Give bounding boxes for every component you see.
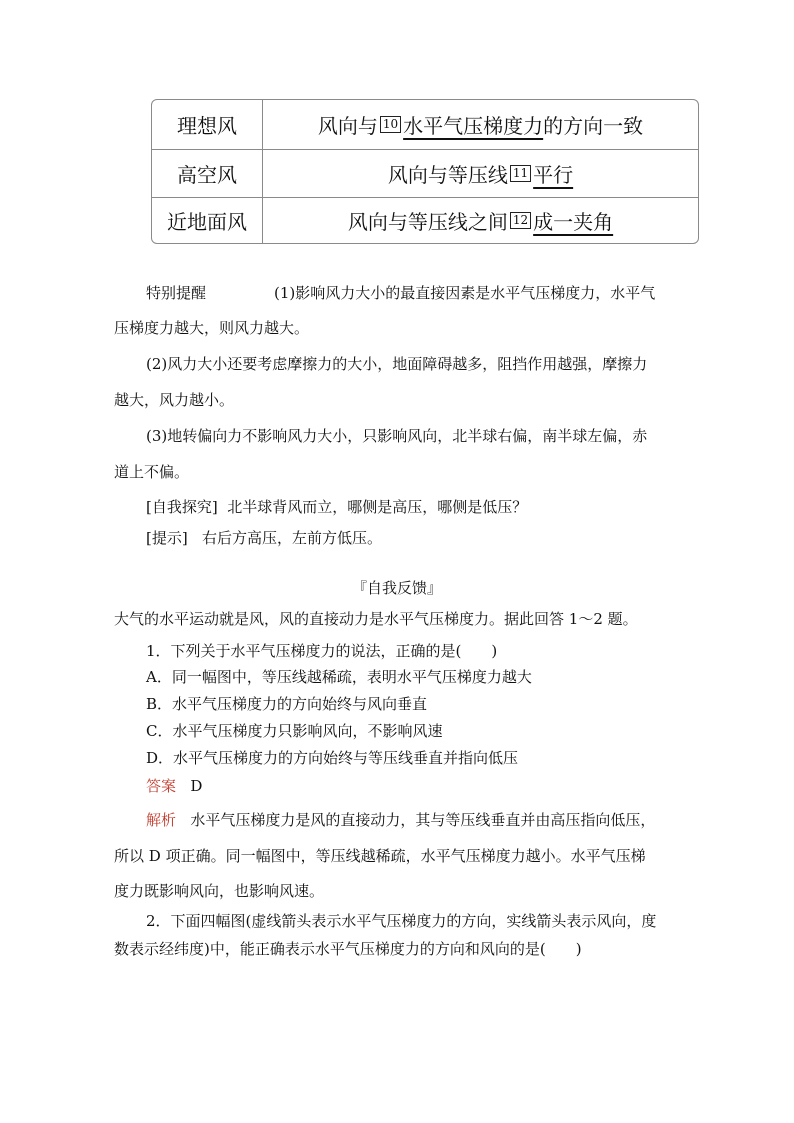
answer-text: 水平气压梯度力 (403, 114, 544, 138)
answer-text: 平行 (533, 162, 574, 187)
reminder-p1a: (1)影响风力大小的最直接因素是水平气压梯度力，水平气 (274, 284, 656, 302)
question-2-line-2: 数表示经纬度)中，能正确表示水平气压梯度力的方向和风向的是( ) (114, 940, 582, 958)
hint-label: [提示] (146, 529, 188, 547)
question-2-line-1: 2．下面四幅图(虚线箭头表示水平气压梯度力的方向，实线箭头表示风向，度 (146, 912, 657, 930)
table-row (152, 100, 698, 150)
explore-hint: [提示] 右后方高压，左前方低压。 (146, 529, 383, 547)
option-d: D．水平气压梯度力的方向始终与等压线垂直并指向低压 (146, 749, 519, 767)
wind-type-cell: 近地面风 (167, 209, 247, 234)
wind-direction-cell: 风向与等压线之间 12 成一夹角 (262, 197, 698, 243)
analysis-line-2: 所以 D 项正确。同一幅图中，等压线越稀疏，水平气压梯度力越小。水平气压梯 (114, 847, 646, 865)
answer-text: 成一夹角 (533, 209, 614, 234)
explore-question: [自我探究] 北半球背风而立，哪侧是高压，哪侧是低压？ (146, 498, 528, 516)
blank-number: 11 (510, 165, 531, 182)
answer-label: 答案 (146, 777, 177, 795)
reminder-p3a: (3)地转偏向力不影响风力大小，只影响风向，北半球右偏，南半球左偏，赤 (146, 427, 648, 445)
option-c: C．水平气压梯度力只影响风向，不影响风速 (146, 722, 443, 740)
blank-number: 10 (380, 116, 401, 133)
answer-line (146, 776, 202, 796)
wind-type-cell: 理想风 (177, 114, 237, 138)
option-b: B．水平气压梯度力的方向始终与风向垂直 (146, 695, 428, 713)
reminder-p2a: (2)风力大小还要考虑摩擦力的大小，地面障碍越多，阻挡作用越强，摩擦力 (146, 355, 648, 373)
answer-value: D (190, 777, 203, 795)
feedback-intro: 大气的水平运动就是风，风的直接动力是水平气压梯度力。据此回答 1～2 题。 (114, 610, 638, 628)
wind-direction-cell: 风向与等压线 11 平行 (262, 149, 698, 197)
feedback-title: 『自我反馈』 (351, 579, 442, 597)
reminder-p2b: 越大，风力越小。 (114, 391, 235, 409)
table-row (152, 197, 698, 243)
analysis-line-1: 解析 水平气压梯度力是风的直接动力，其与等压线垂直并由高压指向低压， (146, 811, 656, 829)
wind-table (151, 99, 699, 244)
reminder-p3b: 道上不偏。 (114, 463, 190, 481)
analysis-line-3: 度力既影响风向，也影响风速。 (114, 882, 325, 900)
question-1: 1．下列关于水平气压梯度力的说法，正确的是( ) (146, 642, 498, 660)
analysis-label: 解析 (146, 811, 177, 829)
wind-direction-cell: 风向与 10 水平气压梯度力 的方向一致 (262, 100, 698, 149)
blank-number: 12 (510, 212, 531, 229)
reminder-p1b: 压梯度力越大，则风力越大。 (114, 319, 310, 337)
wind-type-cell: 高空风 (177, 162, 237, 187)
reminder-label: 特别提醒 (146, 284, 207, 302)
table-row (152, 149, 698, 198)
option-a: A．同一幅图中，等压线越稀疏，表明水平气压梯度力越大 (146, 668, 532, 686)
explore-label: [自我探究] (146, 498, 218, 516)
